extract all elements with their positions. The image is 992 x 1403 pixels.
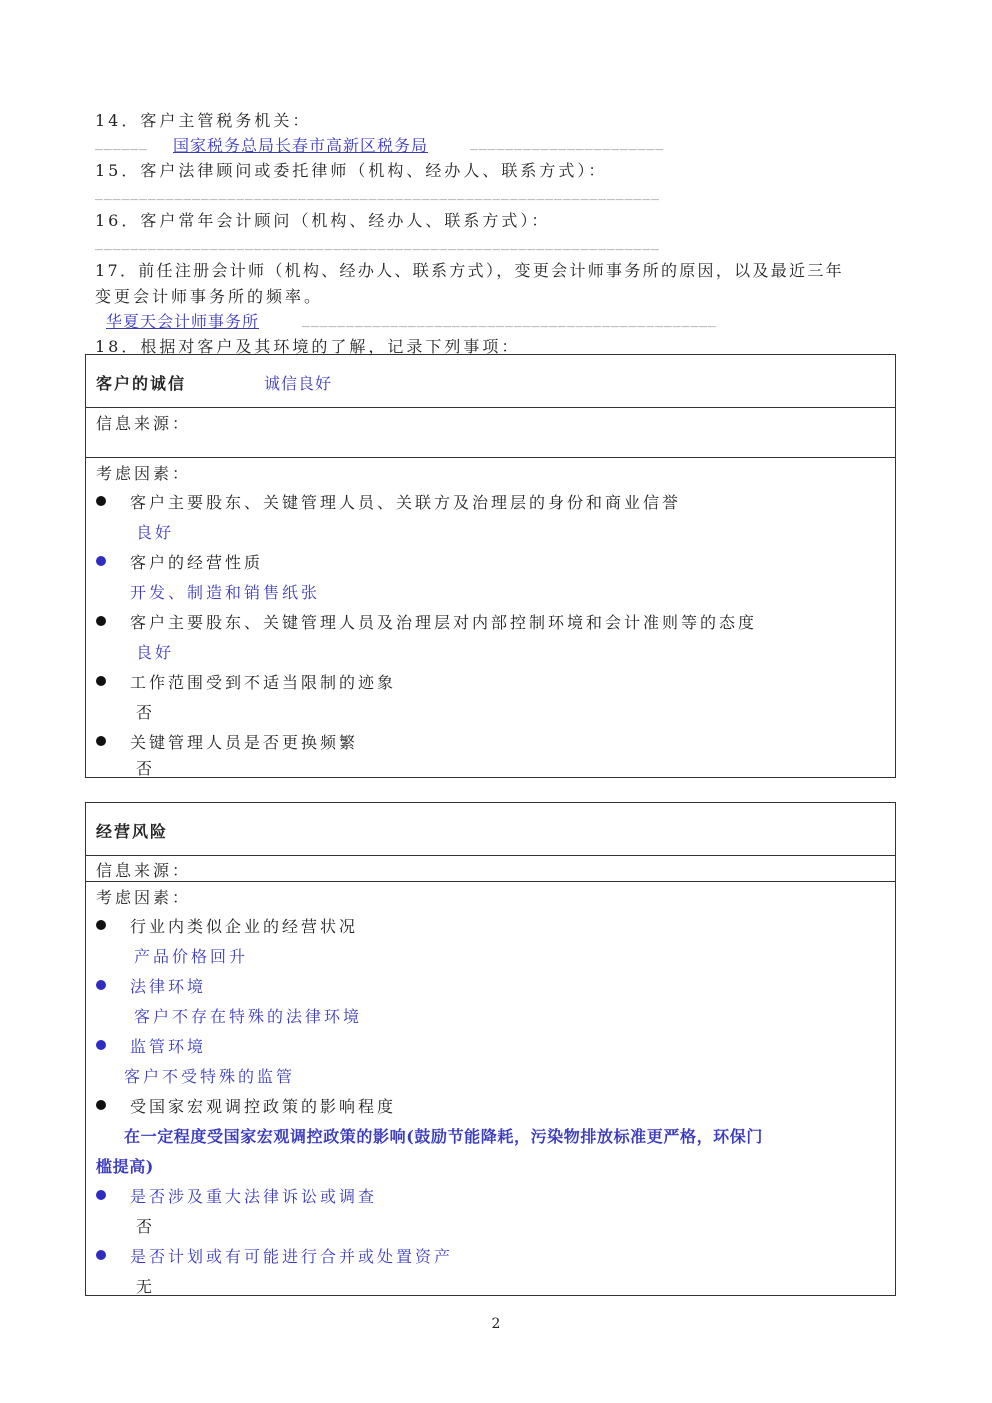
risk-factor-3: 监管环境 (130, 1037, 207, 1056)
risk-answer-2: 客户不存在特殊的法律环境 (134, 1007, 363, 1026)
integrity-answer-5: 否 (136, 759, 156, 778)
integrity-header-row (86, 355, 895, 408)
q17-line2: 变更会计师事务所的频率。 (95, 287, 324, 306)
risk-source-label: 信息来源： (96, 861, 192, 880)
risk-factor-5: 是否涉及重大法律诉讼或调查 (130, 1187, 378, 1206)
bullet-icon (96, 1190, 106, 1200)
risk-header-row (86, 803, 895, 856)
bullet-icon (96, 920, 106, 930)
integrity-table (85, 354, 896, 778)
risk-factor-1: 行业内类似企业的经营状况 (130, 917, 359, 936)
risk-answer-4-line2: 槛提高) (96, 1157, 154, 1176)
risk-answer-4-line1: 在一定程度受国家宏观调控政策的影响(鼓励节能降耗，污染物排放标准更严格，环保门 (124, 1127, 763, 1146)
integrity-factor-1: 客户主要股东、关键管理人员、关联方及治理层的身份和商业信誉 (130, 493, 682, 512)
integrity-answer-1: 良好 (136, 523, 175, 542)
risk-source-row (86, 855, 895, 882)
integrity-source-label: 信息来源： (96, 414, 192, 433)
bullet-icon (96, 556, 106, 566)
risk-title: 经营风险 (96, 822, 169, 841)
risk-answer-3: 客户不受特殊的监管 (124, 1067, 296, 1086)
q17-answer: 华夏天会计师事务所 (106, 312, 260, 331)
risk-answer-5: 否 (136, 1217, 156, 1236)
integrity-title: 客户的诚信 (96, 374, 187, 393)
integrity-answer-2: 开发、制造和销售纸张 (130, 583, 321, 602)
q16-line: ________________________________________________________________ (95, 236, 660, 251)
q14-tail-line: ______________________ (470, 136, 665, 151)
q14-label: 14．客户主管税务机关： (95, 111, 312, 130)
bullet-icon (96, 616, 106, 626)
page-number: 2 (491, 1316, 501, 1332)
q15-label: 15．客户法律顾问或委托律师（机构、经办人、联系方式）： (95, 161, 608, 180)
bullet-icon (96, 1250, 106, 1260)
integrity-source-row (86, 407, 895, 458)
integrity-factor-2: 客户的经营性质 (130, 553, 264, 572)
bullet-icon (96, 1040, 106, 1050)
q18-label: 18．根据对客户及其环境的了解，记录下列事项： (95, 337, 521, 356)
risk-answer-1: 产品价格回升 (134, 947, 249, 966)
bullet-icon (96, 496, 106, 506)
risk-factor-2: 法律环境 (130, 977, 207, 996)
bullet-icon (96, 1100, 106, 1110)
integrity-factors-label: 考虑因素： (96, 464, 192, 483)
q17-line1: 17．前任注册会计师（机构、经办人、联系方式），变更会计师事务所的原因，以及最近三年 (95, 261, 844, 280)
q14-answer: 国家税务总局长春市高新区税务局 (173, 136, 429, 155)
q15-line: ________________________________________________________________ (95, 186, 660, 201)
bullet-icon (96, 980, 106, 990)
integrity-factor-3: 客户主要股东、关键管理人员及治理层对内部控制环境和会计准则等的态度 (130, 613, 758, 632)
q16-label: 16．客户常年会计顾问（机构、经办人、联系方式）： (95, 211, 551, 230)
risk-factor-4: 受国家宏观调控政策的影响程度 (130, 1097, 397, 1116)
q17-tail-line: _______________________________________________ (302, 313, 717, 328)
risk-answer-6: 无 (136, 1277, 156, 1296)
q14-prefix-line: ______ (95, 136, 148, 151)
integrity-factor-4: 工作范围受到不适当限制的迹象 (130, 673, 397, 692)
risk-factors-label: 考虑因素： (96, 888, 192, 907)
integrity-value: 诚信良好 (264, 374, 333, 393)
integrity-factor-5: 关键管理人员是否更换频繁 (130, 733, 359, 752)
bullet-icon (96, 736, 106, 746)
integrity-answer-4: 否 (136, 703, 156, 722)
bullet-icon (96, 676, 106, 686)
integrity-answer-3: 良好 (136, 643, 175, 662)
risk-table (85, 802, 896, 1296)
risk-factor-6: 是否计划或有可能进行合并或处置资产 (130, 1247, 454, 1266)
